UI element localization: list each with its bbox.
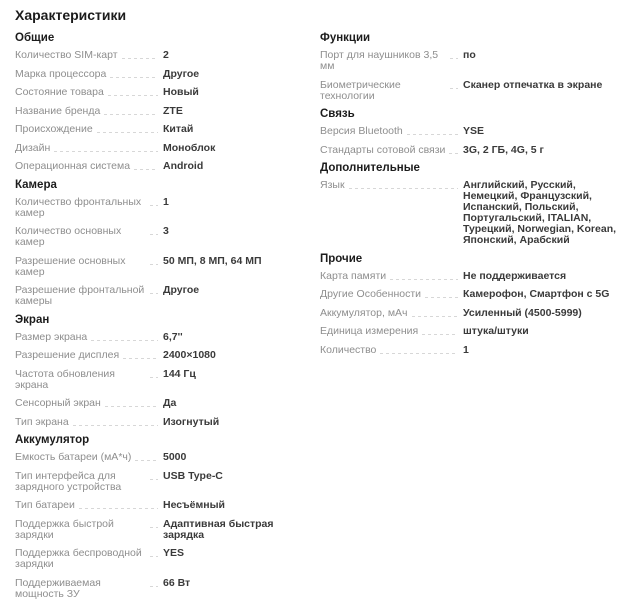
spec-row: [15, 500, 317, 511]
spec-row: [15, 332, 317, 343]
dotted-leader: [134, 169, 158, 170]
spec-label: Поддержка быстрой зарядки: [15, 517, 114, 541]
spec-label-wrap: [15, 106, 163, 117]
spec-row: [15, 143, 317, 154]
spec-label-wrap: [320, 326, 463, 337]
spec-label-wrap: [320, 345, 463, 356]
spec-row: [15, 161, 317, 172]
dotted-leader: [123, 358, 158, 359]
spec-label: Другие Особенности: [320, 288, 422, 300]
spec-label-wrap: [320, 126, 463, 137]
spec-value: YSE: [463, 125, 485, 137]
spec-label: Порт для наушников 3,5 мм: [320, 49, 439, 72]
spec-row: [15, 548, 317, 570]
spec-row: [320, 271, 622, 282]
spec-label-wrap: [15, 69, 163, 80]
spec-label: Карта памяти: [320, 269, 387, 282]
spec-row: [15, 256, 317, 278]
spec-label-wrap: [15, 548, 163, 570]
dotted-leader: [425, 297, 458, 298]
spec-row: [15, 417, 317, 428]
spec-label-wrap: [15, 417, 163, 428]
spec-row: [320, 145, 622, 156]
section-title: Аккумулятор: [15, 434, 90, 446]
spec-row: [15, 87, 317, 98]
spec-label-wrap: [320, 80, 463, 102]
section-title: Экран: [15, 313, 50, 326]
spec-value: 3: [163, 225, 169, 237]
dotted-leader: [150, 234, 158, 235]
spec-value: штука/штуки: [463, 325, 529, 337]
spec-label-wrap: [15, 161, 163, 172]
spec-rows: [15, 50, 317, 172]
spec-value: 1: [463, 343, 469, 356]
spec-row: [15, 124, 317, 135]
spec-label-wrap: [15, 143, 163, 154]
spec-row: [15, 398, 317, 409]
spec-value: 66 Вт: [163, 576, 191, 589]
dotted-leader: [449, 153, 458, 154]
dotted-leader: [450, 58, 458, 59]
spec-label-wrap: [15, 87, 163, 98]
spec-row: [320, 326, 622, 337]
dotted-leader: [135, 460, 158, 461]
dotted-leader: [79, 508, 158, 509]
spec-value: Усиленный (4500-5999): [463, 306, 582, 319]
spec-label-wrap: [15, 285, 163, 307]
spec-label: Количество SIM-карт: [15, 49, 118, 61]
spec-label-wrap: [320, 271, 463, 282]
section-title: Дополнительные: [320, 162, 420, 174]
dotted-leader: [110, 77, 158, 78]
section-title: Камера: [15, 178, 57, 191]
spec-label-wrap: [15, 197, 163, 219]
dotted-leader: [104, 114, 158, 115]
spec-label: Тип экрана: [15, 415, 69, 428]
spec-label: Биометрические технологии: [320, 78, 401, 102]
page-title: Характеристики: [15, 7, 127, 23]
spec-label: Тип интерфейса для зарядного устройства: [15, 469, 122, 493]
spec-value: Другое: [163, 67, 200, 80]
section-title: Связь: [320, 108, 355, 120]
dotted-leader: [97, 132, 158, 133]
spec-value: 50 МП, 8 МП, 64 МП: [163, 254, 262, 267]
spec-column-left: [15, 33, 317, 607]
spec-label-wrap: [15, 256, 163, 278]
spec-label: Частота обновления экрана: [15, 367, 115, 391]
spec-label: Стандарты сотовой связи: [320, 143, 446, 156]
spec-row: [15, 452, 317, 463]
spec-label-wrap: [15, 519, 163, 541]
spec-label: Емкость батареи (мА*ч): [15, 451, 132, 463]
spec-value: 2: [163, 49, 169, 61]
spec-value: 1: [163, 195, 169, 208]
spec-label: Поддержка беспроводной зарядки: [15, 547, 142, 570]
spec-value: по: [463, 49, 476, 61]
spec-label-wrap: [15, 452, 163, 463]
spec-value: USB Type-C: [163, 469, 223, 482]
spec-row: [320, 308, 622, 319]
spec-label: Количество фронтальных камер: [15, 195, 142, 219]
spec-row: [15, 50, 317, 61]
spec-row: [15, 285, 317, 307]
spec-label: Разрешение основных камер: [15, 254, 126, 278]
dotted-leader: [108, 95, 158, 96]
spec-value: Новый: [163, 86, 199, 98]
spec-label: Дизайн: [15, 141, 51, 154]
spec-section: [320, 33, 622, 102]
dotted-leader: [390, 279, 458, 280]
spec-value: Не поддерживается: [463, 269, 567, 282]
spec-value: 144 Гц: [163, 367, 196, 380]
spec-row: [15, 350, 317, 361]
spec-value: Другое: [163, 284, 200, 296]
spec-label-wrap: [15, 50, 163, 61]
spec-label-wrap: [15, 350, 163, 361]
spec-label: Аккумулятор, мАч: [320, 306, 408, 319]
spec-value: Сканер отпечатка в экране: [463, 78, 603, 91]
spec-label-wrap: [320, 145, 463, 156]
spec-value: 3G, 2 ГБ, 4G, 5 г: [463, 143, 544, 156]
dotted-leader: [450, 88, 458, 89]
spec-column-right: [320, 33, 622, 363]
section-title: Функции: [320, 32, 371, 44]
spec-value: Адаптивная быстрая зарядка: [163, 517, 274, 541]
spec-section: [15, 435, 317, 600]
spec-rows: [320, 271, 622, 356]
dotted-leader: [150, 556, 158, 557]
spec-label: Размер экрана: [15, 330, 88, 343]
dotted-leader: [422, 334, 458, 335]
spec-label-wrap: [320, 180, 463, 191]
spec-row: [15, 578, 317, 600]
spec-row: [320, 345, 622, 356]
dotted-leader: [73, 425, 158, 426]
spec-label-wrap: [320, 289, 463, 300]
spec-value: 6,7'': [163, 330, 183, 343]
spec-label-wrap: [15, 471, 163, 493]
spec-row: [15, 519, 317, 541]
spec-label: Сенсорный экран: [15, 397, 101, 409]
spec-label-wrap: [15, 500, 163, 511]
spec-label-wrap: [320, 50, 463, 72]
spec-label: Количество: [320, 343, 377, 356]
dotted-leader: [150, 586, 158, 587]
spec-rows: [15, 452, 317, 600]
spec-value: Китай: [163, 123, 194, 135]
spec-label-wrap: [15, 124, 163, 135]
section-title: Общие: [15, 32, 55, 44]
spec-columns: [15, 33, 622, 607]
spec-label-wrap: [15, 332, 163, 343]
dotted-leader: [122, 58, 158, 59]
spec-value: 5000: [163, 451, 187, 463]
spec-section: [320, 163, 622, 246]
spec-label: Тип батареи: [15, 499, 75, 511]
spec-label-wrap: [15, 369, 163, 391]
spec-label: Единица измерения: [320, 325, 419, 337]
spec-value: Изогнутый: [163, 415, 220, 428]
spec-value: 2400×1080: [163, 349, 216, 361]
spec-rows: [320, 180, 622, 246]
spec-label: Поддерживаемая мощность ЗУ: [15, 576, 101, 600]
spec-label-wrap: [320, 308, 463, 319]
spec-value: ZTE: [163, 104, 183, 117]
spec-value: YES: [163, 547, 185, 559]
spec-row: [15, 471, 317, 493]
spec-rows: [15, 197, 317, 308]
dotted-leader: [54, 151, 158, 152]
dotted-leader: [150, 264, 158, 265]
spec-row: [320, 289, 622, 300]
spec-row: [320, 180, 622, 246]
spec-row: [15, 369, 317, 391]
dotted-leader: [412, 316, 458, 317]
dotted-leader: [407, 134, 458, 135]
spec-value: Android: [163, 160, 204, 172]
spec-label: Язык: [320, 179, 345, 191]
spec-label: Разрешение дисплея: [15, 349, 120, 361]
dotted-leader: [105, 406, 158, 407]
dotted-leader: [150, 293, 158, 294]
spec-rows: [320, 50, 622, 102]
dotted-leader: [150, 205, 158, 206]
spec-rows: [320, 126, 622, 156]
section-title: Прочие: [320, 252, 363, 265]
spec-label: Количество основных камер: [15, 225, 122, 248]
spec-value: Камерофон, Смартфон с 5G: [463, 288, 610, 300]
spec-section: [15, 180, 317, 308]
spec-label: Операционная система: [15, 160, 131, 172]
spec-rows: [15, 332, 317, 428]
dotted-leader: [150, 479, 158, 480]
spec-label: Разрешение фронтальной камеры: [15, 284, 145, 307]
spec-row: [15, 106, 317, 117]
spec-row: [320, 80, 622, 102]
spec-label: Происхождение: [15, 123, 93, 135]
spec-row: [15, 226, 317, 248]
spec-section: [320, 254, 622, 356]
dotted-leader: [349, 188, 458, 189]
dotted-leader: [150, 377, 158, 378]
spec-row: [320, 126, 622, 137]
spec-value: Английский, Русский, Немецкий, Французский, Испанский, Польский, Португальский, ITALIAN, Турецкий, Norwegian, Korean, Японский, Арабский: [463, 179, 617, 246]
spec-value: Моноблок: [163, 141, 216, 154]
spec-row: [15, 197, 317, 219]
spec-row: [15, 69, 317, 80]
spec-row: [320, 50, 622, 72]
spec-label: Название бренда: [15, 104, 101, 117]
dotted-leader: [91, 340, 158, 341]
spec-section: [15, 315, 317, 428]
dotted-leader: [380, 353, 458, 354]
spec-label: Версия Bluetooth: [320, 125, 403, 137]
spec-section: [15, 33, 317, 172]
spec-value: Да: [163, 397, 177, 409]
spec-label-wrap: [15, 226, 163, 248]
spec-value: Несъёмный: [163, 499, 226, 511]
dotted-leader: [150, 527, 158, 528]
spec-label-wrap: [15, 398, 163, 409]
spec-label: Состояние товара: [15, 86, 104, 98]
spec-label: Марка процессора: [15, 67, 107, 80]
spec-section: [320, 109, 622, 156]
spec-label-wrap: [15, 578, 163, 600]
